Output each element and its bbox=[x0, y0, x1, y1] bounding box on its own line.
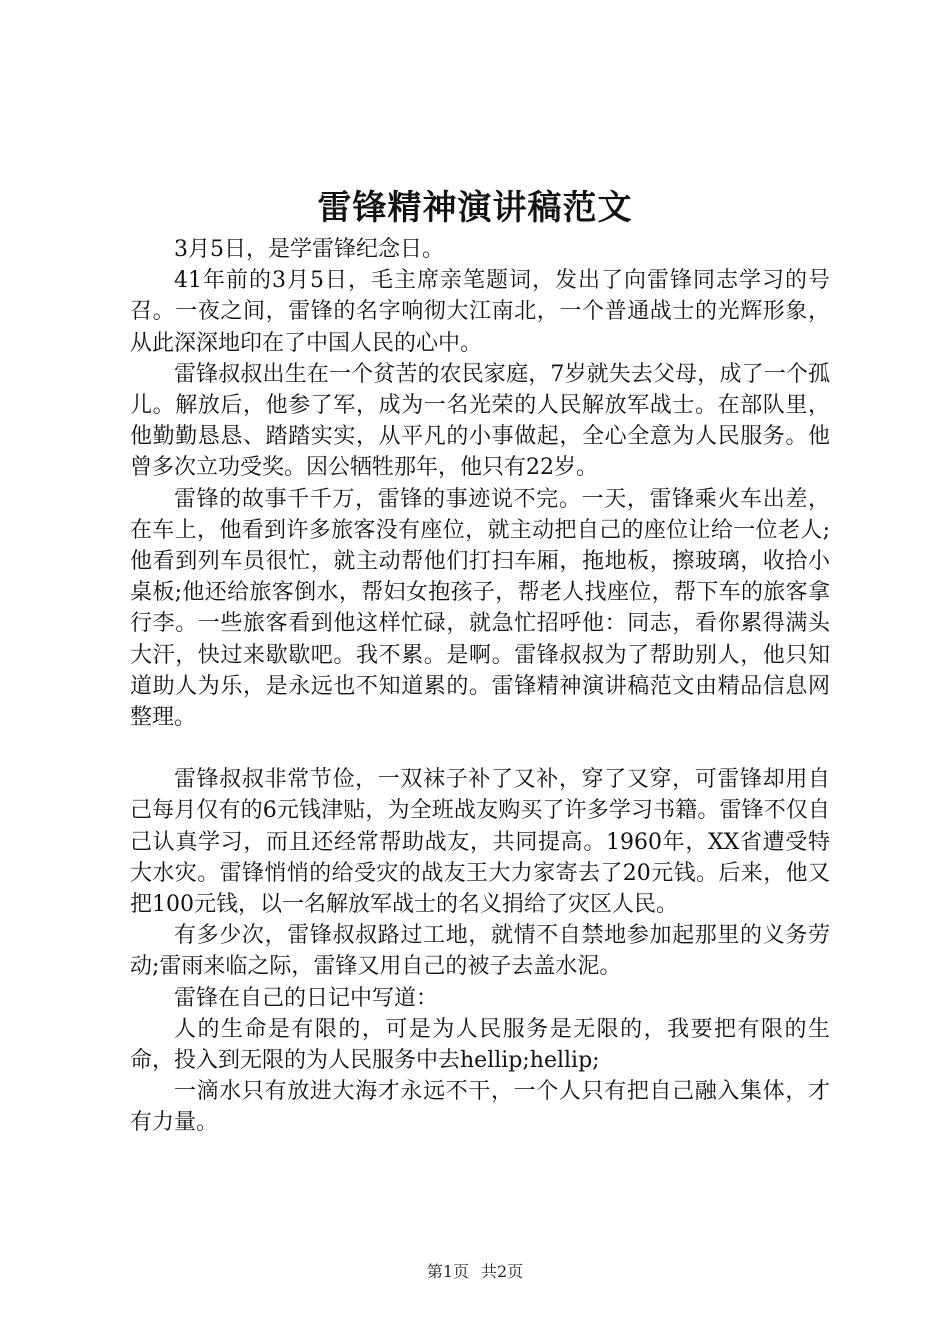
paragraph: 雷锋的故事千千万，雷锋的事迹说不完。一天，雷锋乘火车出差，在车上，他看到许多旅客没有座位，就主动把自己的座位让给一位老人;他看到列车员很忙，就主动帮他们打扫车厢，拖地板，擦玻璃，收拾小桌板;他还给旅客倒水，帮妇女抱孩子，帮老人找座位，帮下车的旅客拿行李。一些旅客看到他这样忙碌，就急忙招呼他：同志，看你累得满头大汗，快过来歇歇吧。我不累。是啊。雷锋叔叔为了帮助别人，他只知道助人为乐，是永远也不知道累的。雷锋精神演讲稿范文由精品信息网整理。 bbox=[130, 486, 830, 731]
paragraph: 人的生命是有限的，可是为人民服务是无限的，我要把有限的生命，投入到无限的为人民服务中去hellip;hellip; bbox=[130, 1016, 830, 1074]
page-total: 共2页 bbox=[481, 1262, 524, 1281]
document-title: 雷锋精神演讲稿范文 bbox=[317, 188, 633, 228]
paragraph: 雷锋在自己的日记中写道： bbox=[174, 985, 439, 1011]
page-number: 第1页 bbox=[426, 1262, 469, 1281]
paragraph: 雷锋叔叔出生在一个贫苦的农民家庭，7岁就失去父母，成了一个孤儿。解放后，他参了军，成为一名光荣的人民解放军战士。在部队里，他勤勤恳恳、踏踏实实，从平凡的小事做起，全心全意为人民服务。他曾多次立功受奖。因公牺牲那年，他只有22岁。 bbox=[130, 361, 830, 481]
page-footer bbox=[0, 1262, 950, 1282]
paragraph: 有多少次，雷锋叔叔路过工地，就情不自禁地参加起那里的义务劳动;雷雨来临之际，雷锋又用自己的被子去盖水泥。 bbox=[130, 923, 830, 980]
paragraph: 41年前的3月5日，毛主席亲笔题词，发出了向雷锋同志学习的号召。一夜之间，雷锋的名字响彻大江南北，一个普通战士的光辉形象，从此深深地印在了中国人民的心中。 bbox=[130, 268, 830, 356]
document-body bbox=[130, 234, 830, 1139]
paragraph: 雷锋叔叔非常节俭，一双袜子补了又补，穿了又穿，可雷锋却用自己每月仅有的6元钱津贴，为全班战友购买了许多学习书籍。雷锋不仅自己认真学习，而且还经常帮助战友，共同提高。1960年，XX省遭受特大水灾。雷锋悄悄的给受灾的战友王大力家寄去了20元钱。后来，他又把100元钱，以一名解放军战士的名义捐给了灾区人民。 bbox=[130, 767, 830, 918]
paragraph: 3月5日，是学雷锋纪念日。 bbox=[174, 237, 444, 262]
paragraph: 一滴水只有放进大海才永远不干，一个人只有把自己融入集体，才有力量。 bbox=[130, 1079, 830, 1136]
